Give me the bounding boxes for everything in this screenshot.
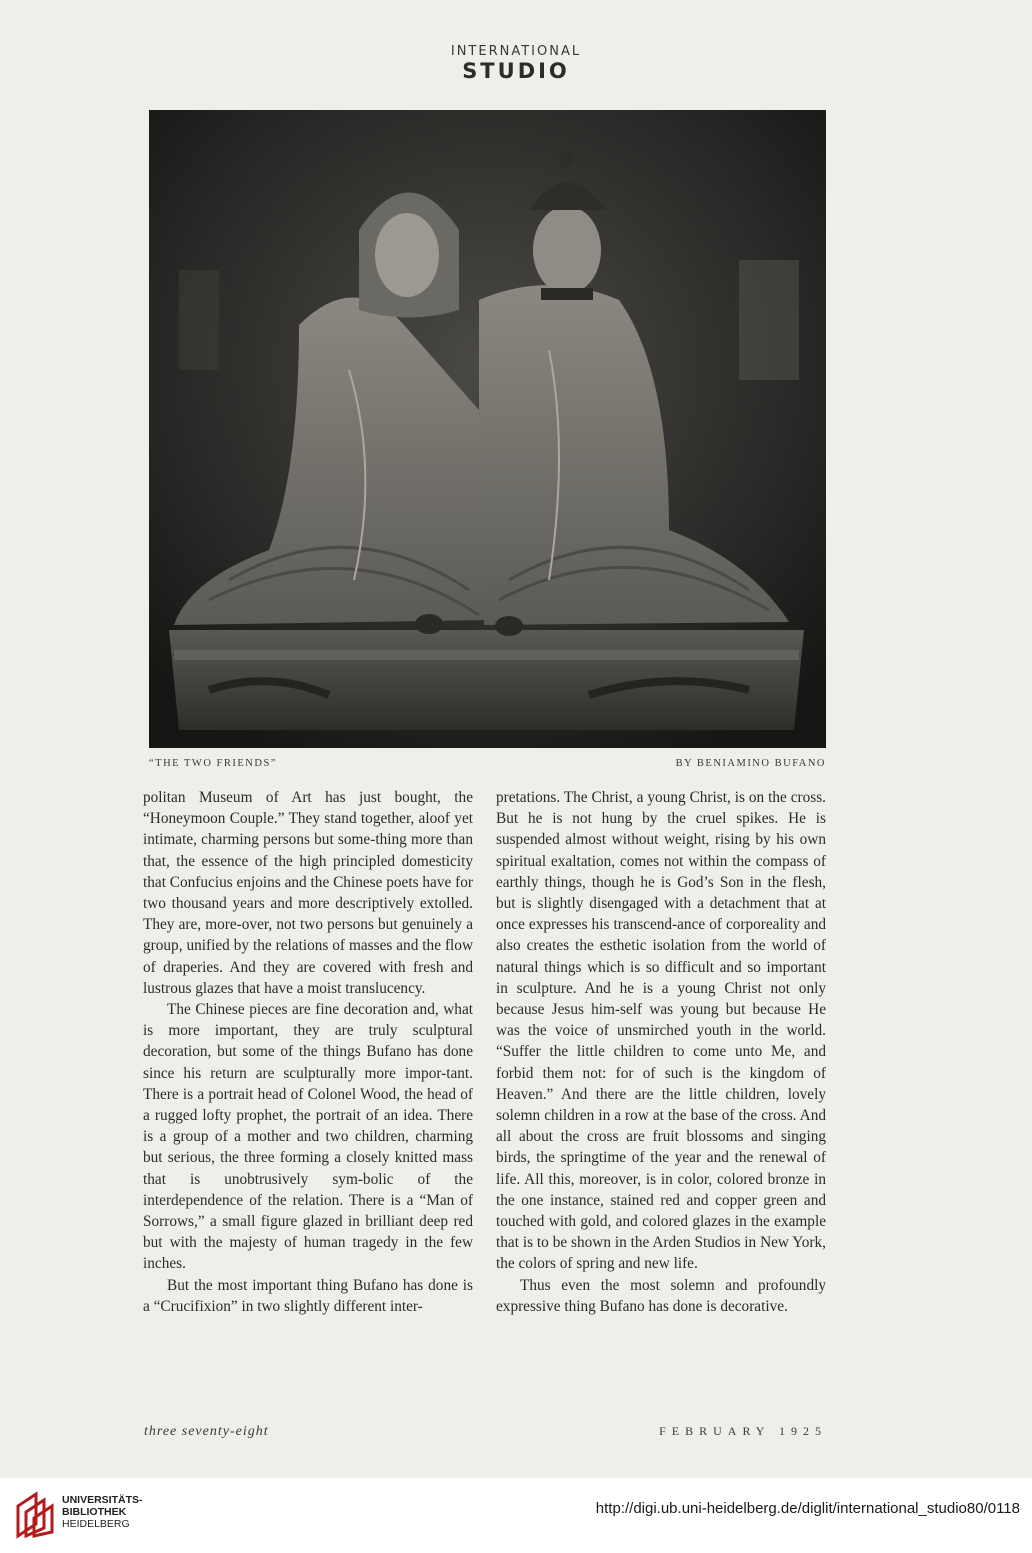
- library-name: [62, 1494, 143, 1530]
- sculpture-photo: [149, 110, 826, 748]
- paragraph: politan Museum of Art has just bought, the “Honeymoon Couple.” They stand together, aloof yet intimate, charming persons but some-thing more than that, the essence of the high principled domesticity that Confucius enjoins and the Chinese poets have for two thousand years and more descriptively extolled. They are, more-over, not two persons but genuinely a group, unified by the relations of masses and the flow of draperies. And they are covered with fresh and lustrous glazes that have a moist translucency.: [143, 789, 473, 997]
- issue-date: FEBRUARY 1925: [659, 1424, 827, 1438]
- photo-caption: [149, 758, 826, 774]
- library-line2: BIBLIOTHEK: [62, 1506, 127, 1518]
- library-line3: HEIDELBERG: [62, 1518, 130, 1530]
- library-footer-bar: [0, 1478, 1032, 1553]
- paragraph: pretations. The Christ, a young Christ, is on the cross. But he is not hung by the cruel spikes. He is suspended almost without weight, rising by his own spiritual exaltation, comes not within the compass of earthly things, though he is God’s Son in the flesh, but is slightly disengaged with a detachment that at once expresses his transcend-ance of corporeality and also creates the esthetic isolation from the world of natural things which is so difficult and so important in sculpture. And he is a young Christ not only because Jesus him-self was young but because He was the voice of unsmirched youth in the world. “Suffer the little children to come unto Me, and forbid them not: for of such is the kingdom of Heaven.” And there are the little children, lovely solemn children in a row at the base of the cross. And all about the cross are fruit blossoms and singing birds, the springtime of the year and the renewal of life. All this, moreover, is in color, colored bronze in the one instance, stained red and copper green and touched with gold, and colored glazes in the example that is to be shown in the Arden Studios in New York, the colors of spring and new life.: [496, 789, 826, 1273]
- paragraph: The Chinese pieces are fine decoration and, what is more important, they are truly sculptural decoration, but some of the things Bufano has done since his return are sculpturally more impor-tant. There is a portrait head of Colonel Wood, the head of a rugged lofty prophet, the portrait of an idea. There is a group of a mother and two children, charming but serious, the three forming a closely knitted mass that is unobtrusively sym-bolic of the interdependence of the relation. There is a “Man of Sorrows,” a small figure glazed in brilliant deep red but with the majesty of human tragedy in the few inches.: [143, 1001, 473, 1273]
- caption-artist: BY BENIAMINO BUFANO: [675, 758, 826, 769]
- masthead-line1: INTERNATIONAL: [450, 44, 582, 59]
- right-text-column: [496, 787, 826, 1317]
- paragraph: Thus even the most solemn and profoundly expressive thing Bufano has done is decorative.: [496, 1276, 826, 1315]
- library-line1: UNIVERSITÄTS-: [62, 1494, 143, 1506]
- library-logo-icon: [10, 1490, 56, 1540]
- paragraph: But the most important thing Bufano has done is a “Crucifixion” in two slightly different inter-: [143, 1276, 473, 1315]
- page-number-label: three seventy-eight: [144, 1424, 269, 1439]
- caption-title: “THE TWO FRIENDS”: [149, 758, 277, 769]
- masthead-line2: STUDIO: [462, 59, 570, 83]
- source-url-link[interactable]: http://digi.ub.uni-heidelberg.de/diglit/international_studio80/0118: [595, 1500, 1020, 1517]
- masthead: [0, 44, 1032, 83]
- sculpture-illustration: [149, 110, 826, 748]
- left-text-column: [143, 787, 473, 1317]
- page-footer: [144, 1424, 827, 1444]
